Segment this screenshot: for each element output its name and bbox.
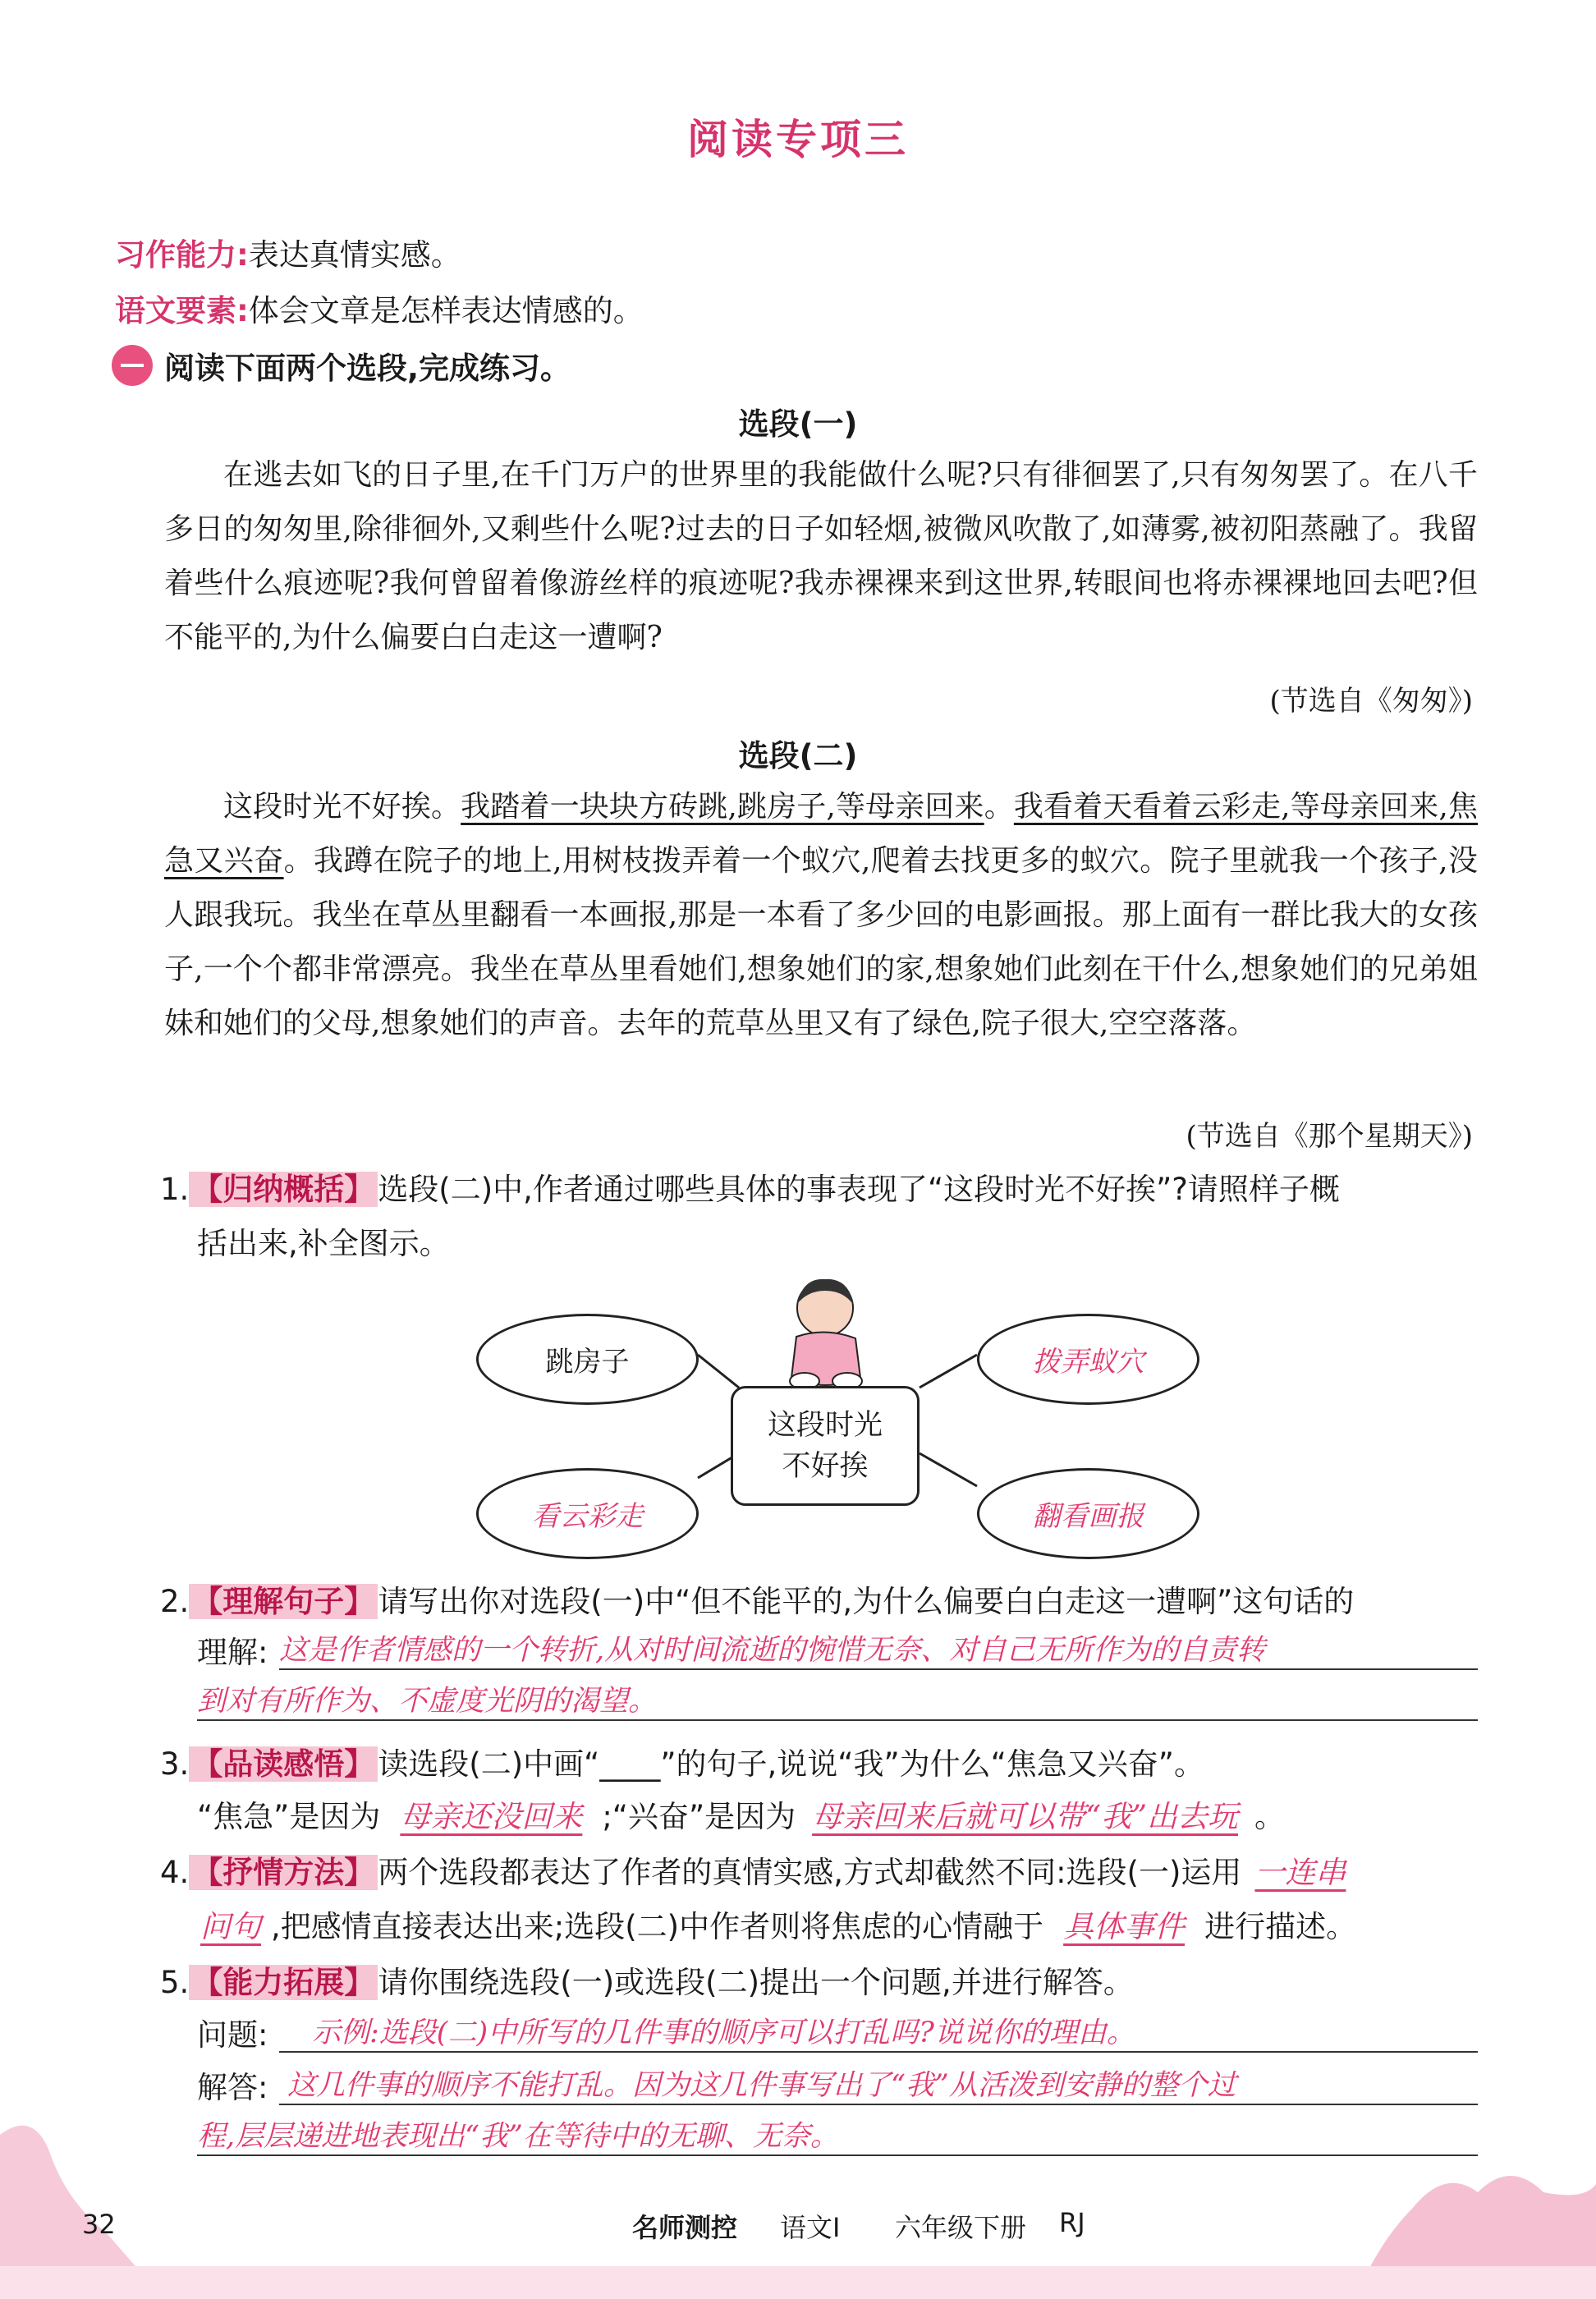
passage2-title: 选段(二) <box>738 738 858 773</box>
question-number: 3. <box>160 1746 190 1782</box>
answer-line <box>279 1668 1478 1670</box>
question-text: 请你围绕选段(一)或选段(二)提出一个问题,并进行解答。 <box>378 1965 1134 2000</box>
question-text: 读选段(二)中画“____”的句子,说说“我”为什么“焦急又兴奋”。 <box>378 1746 1204 1782</box>
meta-language-element <box>115 286 644 330</box>
section-heading <box>112 343 571 388</box>
diagram-center-box <box>731 1386 920 1506</box>
question-4 <box>160 1847 1359 1892</box>
question-5-a-label: 解答: <box>197 2070 268 2105</box>
meta-label: 习作能力: <box>115 237 249 273</box>
passage2-text <box>164 780 1478 1051</box>
footer-subject: 语文Ⅰ <box>780 2212 841 2243</box>
passage1-title: 选段(一) <box>738 406 858 442</box>
meta-text: 表达真情实感。 <box>248 237 461 273</box>
question-2-answer-line2: 到对有所作为、不虚度光阴的渴望。 <box>197 1685 658 1718</box>
diagram-bottom-left-answer: 看云彩走 <box>476 1468 699 1559</box>
question-number: 2. <box>160 1584 190 1619</box>
question-1 <box>160 1164 1340 1209</box>
question-tag: 【品读感悟】 <box>189 1746 378 1782</box>
underlined-sentence: 我踏着一块块方砖跳,跳房子,等母亲回来 <box>461 790 984 824</box>
fill-answer: 问句 <box>200 1909 261 1944</box>
passage2-segment: 。我蹲在院子的地上,用树枝拨弄着一个蚁穴,爬着去找更多的蚁穴。院子里就我一个孩子,没人跟我玩。我坐在草丛里翻看一本画报,那是一本看了多少回的电影画报。那上面有一群比我大的女孩子,一个个都非常漂亮。我坐在草丛里看她们,想象她们的家,想象她们此刻在干什么,想象她们的兄弟姐妹和她们的父母,想象她们的声音。去年的荒草丛里又有了绿色,院子很大,空空落落。 <box>164 844 1478 1040</box>
section-text: 阅读下面两个选段,完成练习。 <box>164 351 571 386</box>
question-2-answer-line1: 这是作者情感的一个转折,从对时间流逝的惋惜无奈、对自己无所作为的自责转 <box>279 1634 1266 1667</box>
answer-line <box>279 2051 1478 2053</box>
fill-answer: 母亲回来后就可以带“我”出去玩 <box>812 1799 1238 1834</box>
passage2-source: (节选自《那个星期天》) <box>1186 1120 1473 1153</box>
fill-prefix: “焦急”是因为 <box>197 1799 381 1834</box>
meta-writing-ability <box>115 230 461 274</box>
question-tag: 【理解句子】 <box>189 1584 378 1619</box>
footer-edition: RJ <box>1059 2207 1085 2238</box>
meta-label: 语文要素: <box>115 293 249 328</box>
question-1-cont: 括出来,补全图示。 <box>197 1226 450 1261</box>
question-number: 5. <box>160 1965 190 2000</box>
footer-grade: 六年级下册 <box>895 2212 1027 2243</box>
diagram-bottom-right-answer: 翻看画报 <box>977 1468 1199 1559</box>
diagram-top-left: 跳房子 <box>476 1314 699 1405</box>
fill-answer: 一连串 <box>1254 1855 1346 1890</box>
question-3-answers <box>197 1792 1285 1836</box>
section-number-icon <box>112 345 153 386</box>
child-illustration-icon <box>764 1271 887 1394</box>
passage1-text: 在逃去如飞的日子里,在千门万户的世界里的我能做什么呢?只有徘徊罢了,只有匆匆罢了。在八千多日的匆匆里,除徘徊外,又剩些什么呢?过去的日子如轻烟,被微风吹散了,如薄雾,被初阳蒸融了。我留着些什么痕迹呢?我何曾留着像游丝样的痕迹呢?我赤裸裸来到这世界,转眼间也将赤裸裸地回去吧?但不能平的,为什么偏要白白走这一遭啊? <box>164 458 1478 654</box>
question-text: 请写出你对选段(一)中“但不能平的,为什么偏要白白走这一遭啊”这句话的 <box>378 1584 1355 1619</box>
question-tag: 【归纳概括】 <box>189 1172 378 1207</box>
question-number: 4. <box>160 1855 190 1890</box>
page-title: 阅读专项三 <box>687 115 909 163</box>
fill-middle: ;“兴奋”是因为 <box>602 1799 796 1834</box>
question-5-q-label: 问题: <box>197 2017 268 2053</box>
diagram-top-right-answer: 拨弄蚁穴 <box>977 1314 1199 1405</box>
passage1-source: (节选自《匆匆》) <box>1269 685 1473 718</box>
fill-answer: 具体事件 <box>1063 1909 1186 1944</box>
passage2-segment: 。 <box>984 790 1014 824</box>
page-number: 32 <box>82 2209 116 2240</box>
question-5-a-answer-line1: 这几件事的顺序不能打乱。因为这几件事写出了“我”从活泼到安静的整个过 <box>287 2069 1236 2102</box>
fill-suffix: 。 <box>1254 1799 1285 1834</box>
question-tag: 【能力拓展】 <box>189 1965 378 2000</box>
footer-brand: 名师测控 <box>632 2212 738 2243</box>
question-5 <box>160 1957 1134 2002</box>
answer-line <box>197 1719 1478 1721</box>
meta-text: 体会文章是怎样表达情感的。 <box>248 293 644 328</box>
question-text: 进行描述。 <box>1204 1909 1357 1944</box>
fill-answer: 母亲还没回来 <box>400 1799 583 1834</box>
question-5-a-answer-line2: 程,层层递进地表现出“我”在等待中的无聊、无奈。 <box>197 2120 839 2153</box>
question-number: 1. <box>160 1172 190 1207</box>
diagram-center-line: 不好挨 <box>782 1450 869 1483</box>
question-tag: 【抒情方法】 <box>189 1855 378 1890</box>
question-2 <box>160 1576 1354 1621</box>
question-3 <box>160 1739 1204 1783</box>
question-text: 两个选段都表达了作者的真情实感,方式却截然不同:选段(一)运用 <box>378 1855 1242 1890</box>
decorative-flowers-icon <box>0 2102 1596 2299</box>
question-4-cont <box>197 1902 1356 1946</box>
question-5-q-answer: 示例:选段(二)中所写的几件事的顺序可以打乱吗?说说你的理由。 <box>312 2017 1135 2049</box>
passage2-segment: 这段时光不好挨。 <box>223 790 461 824</box>
underlined-sentence: 我看着天看着云彩走,等母亲回来,焦急又兴奋 <box>164 790 1478 878</box>
diagram-center-line: 这段时光 <box>767 1409 883 1442</box>
question-text: 选段(二)中,作者通过哪些具体的事表现了“这段时光不好挨”?请照样子概 <box>378 1172 1340 1207</box>
question-text: ,把感情直接表达出来;选段(二)中作者则将焦虑的心情融于 <box>271 1909 1044 1944</box>
question-2-label: 理解: <box>197 1635 268 1670</box>
